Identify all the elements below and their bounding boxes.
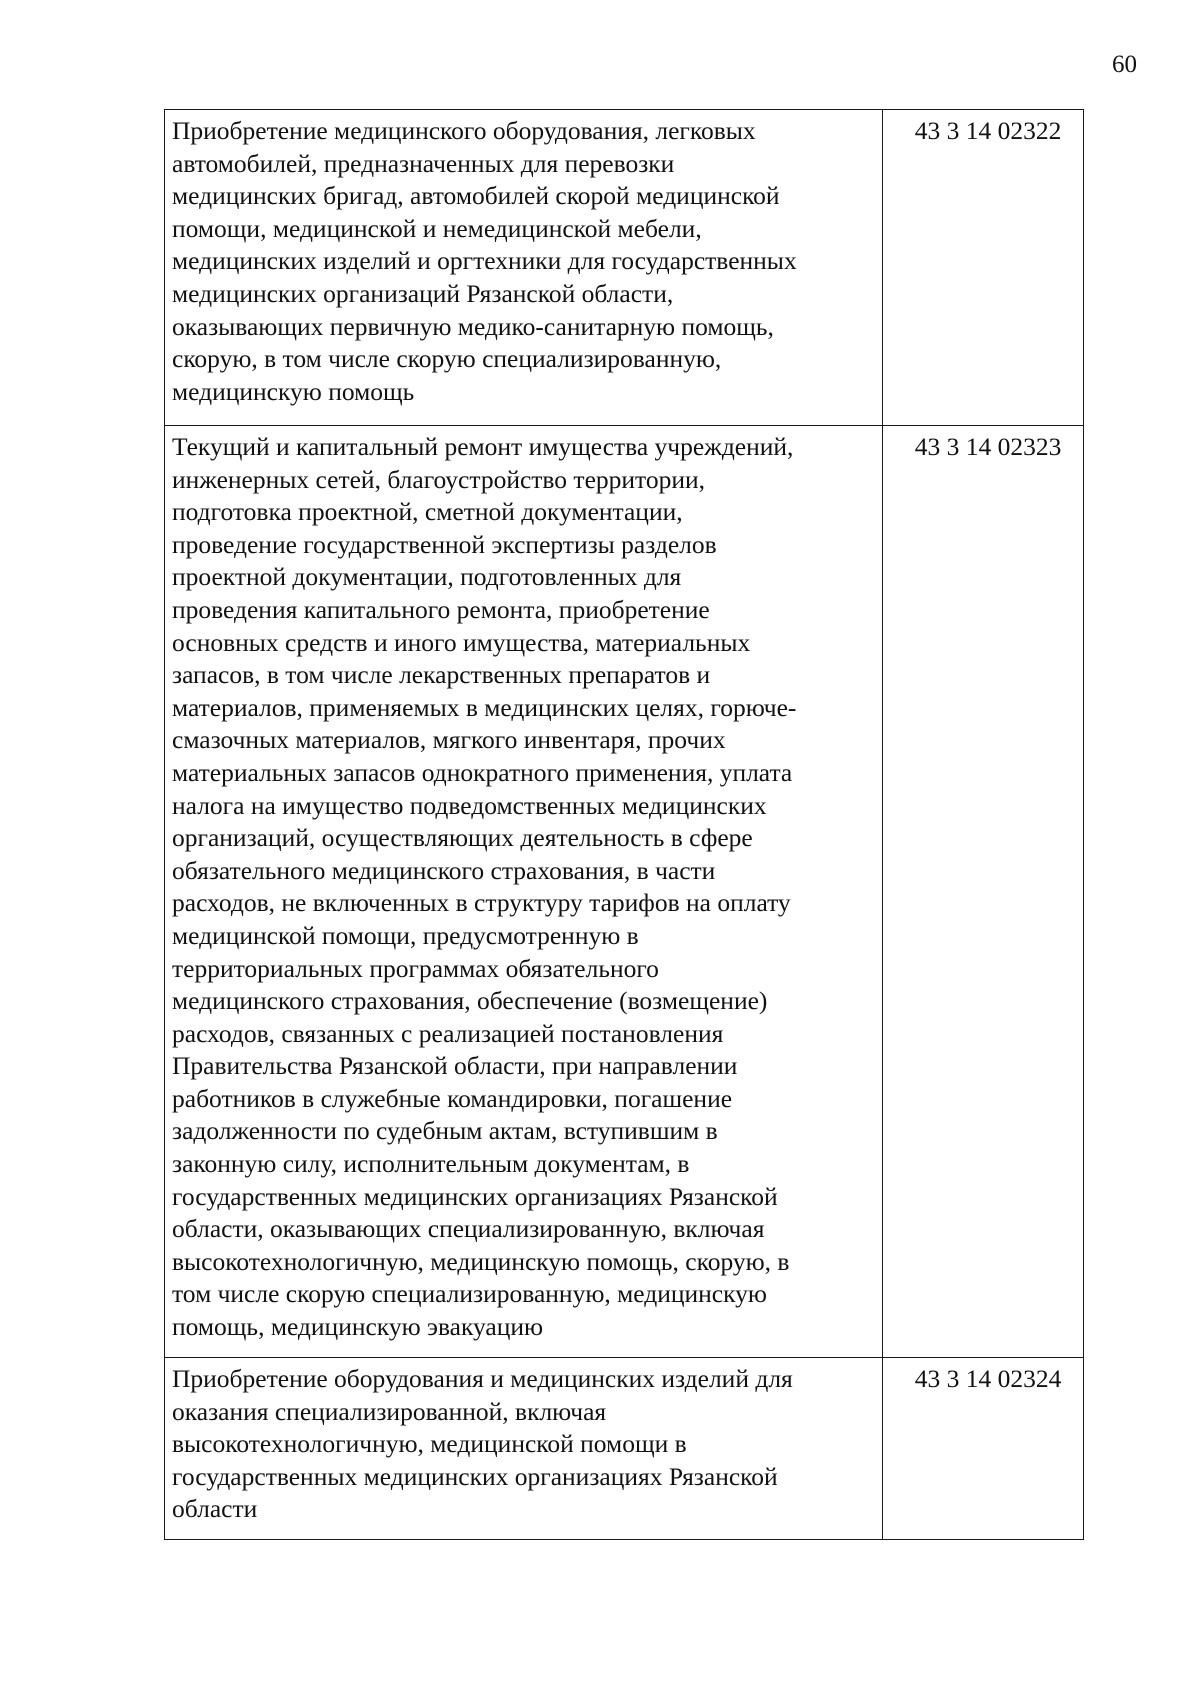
classification-code-cell (883, 426, 1084, 1358)
table-row (165, 426, 1084, 1358)
description-line: смазочных материалов, мягкого инвентаря, прочих (172, 725, 726, 755)
description-line: медицинских организаций Рязанской области, (172, 278, 674, 308)
description-line: том числе скорую специализированную, медицинскую (172, 1279, 767, 1309)
description-line: Приобретение оборудования и медицинских изделий для (172, 1364, 793, 1393)
description-line: проведение государственной экспертизы разделов (172, 529, 717, 559)
description-line: организаций, осуществляющих деятельность в сфере (172, 823, 753, 853)
expense-description-cell (165, 110, 883, 426)
description-line: основных средств и иного имущества, материальных (172, 627, 751, 657)
description-line: медицинских бригад, автомобилей скорой медицинской (172, 181, 780, 211)
description-line: законную силу, исполнительным документам, в (172, 1149, 690, 1179)
description-line: оказания специализированной, включая (172, 1396, 607, 1426)
description-line: обязательного медицинского страхования, в части (172, 855, 716, 885)
description-line: проектной документации, подготовленных для (172, 562, 682, 592)
expense-description-cell (165, 1358, 883, 1540)
classification-code: 43 3 14 02323 (914, 432, 1062, 461)
description-line: расходов, связанных с реализацией постановления (172, 1018, 724, 1048)
description-line: государственных медицинских организациях Рязанской (172, 1461, 778, 1491)
description-line: запасов, в том числе лекарственных препаратов и (172, 660, 711, 690)
description-line: территориальных программах обязательного (172, 953, 659, 983)
classification-code: 43 3 14 02324 (914, 1364, 1062, 1393)
description-line: помощи, медицинской и немедицинской мебели, (172, 213, 702, 243)
description-line: подготовка проектной, сметной документации, (172, 497, 683, 527)
description-line: материалов, применяемых в медицинских целях, горюче- (172, 692, 797, 722)
table-row (165, 110, 1084, 426)
budget-classification-table (164, 109, 1084, 1540)
description-line: медицинских изделий и оргтехники для государственных (172, 246, 797, 276)
description-line: Приобретение медицинского оборудования, легковых (172, 116, 756, 145)
description-line: оказывающих первичную медико-санитарную помощь, (172, 311, 774, 341)
expense-description-cell (165, 426, 883, 1358)
classification-code-cell (883, 110, 1084, 426)
description-line: налога на имущество подведомственных медицинских (172, 790, 767, 820)
description-line: Текущий и капитальный ремонт имущества учреждений, (172, 432, 794, 461)
description-line: автомобилей, предназначенных для перевозки (172, 148, 675, 178)
description-line: области (172, 1494, 258, 1524)
description-line: области, оказывающих специализированную, включая (172, 1214, 765, 1244)
description-line: материальных запасов однократного применения, уплата (172, 757, 793, 787)
classification-code-cell (883, 1358, 1084, 1540)
description-line: инженерных сетей, благоустройство территории, (172, 464, 706, 494)
description-line: помощь, медицинскую эвакуацию (172, 1312, 544, 1342)
description-line: расходов, не включенных в структуру тарифов на оплату (172, 888, 791, 918)
description-line: задолженности по судебным актам, вступившим в (172, 1116, 718, 1146)
description-line: медицинского страхования, обеспечение (возмещение) (172, 986, 768, 1016)
classification-code: 43 3 14 02322 (914, 116, 1062, 145)
description-line: работников в служебные командировки, погашение (172, 1083, 733, 1113)
description-line: Правительства Рязанской области, при направлении (172, 1051, 738, 1081)
description-line: высокотехнологичную, медицинскую помощь, скорую, в (172, 1246, 790, 1276)
description-line: высокотехнологичную, медицинской помощи в (172, 1429, 687, 1459)
description-line: проведения капитального ремонта, приобретение (172, 594, 710, 624)
description-line: государственных медицинских организациях Рязанской (172, 1181, 778, 1211)
table-row (165, 1358, 1084, 1540)
description-line: медицинскую помощь (172, 376, 415, 406)
page-number: 60 (1112, 51, 1137, 78)
description-line: медицинской помощи, предусмотренную в (172, 920, 639, 950)
description-line: скорую, в том числе скорую специализированную, (172, 344, 722, 374)
